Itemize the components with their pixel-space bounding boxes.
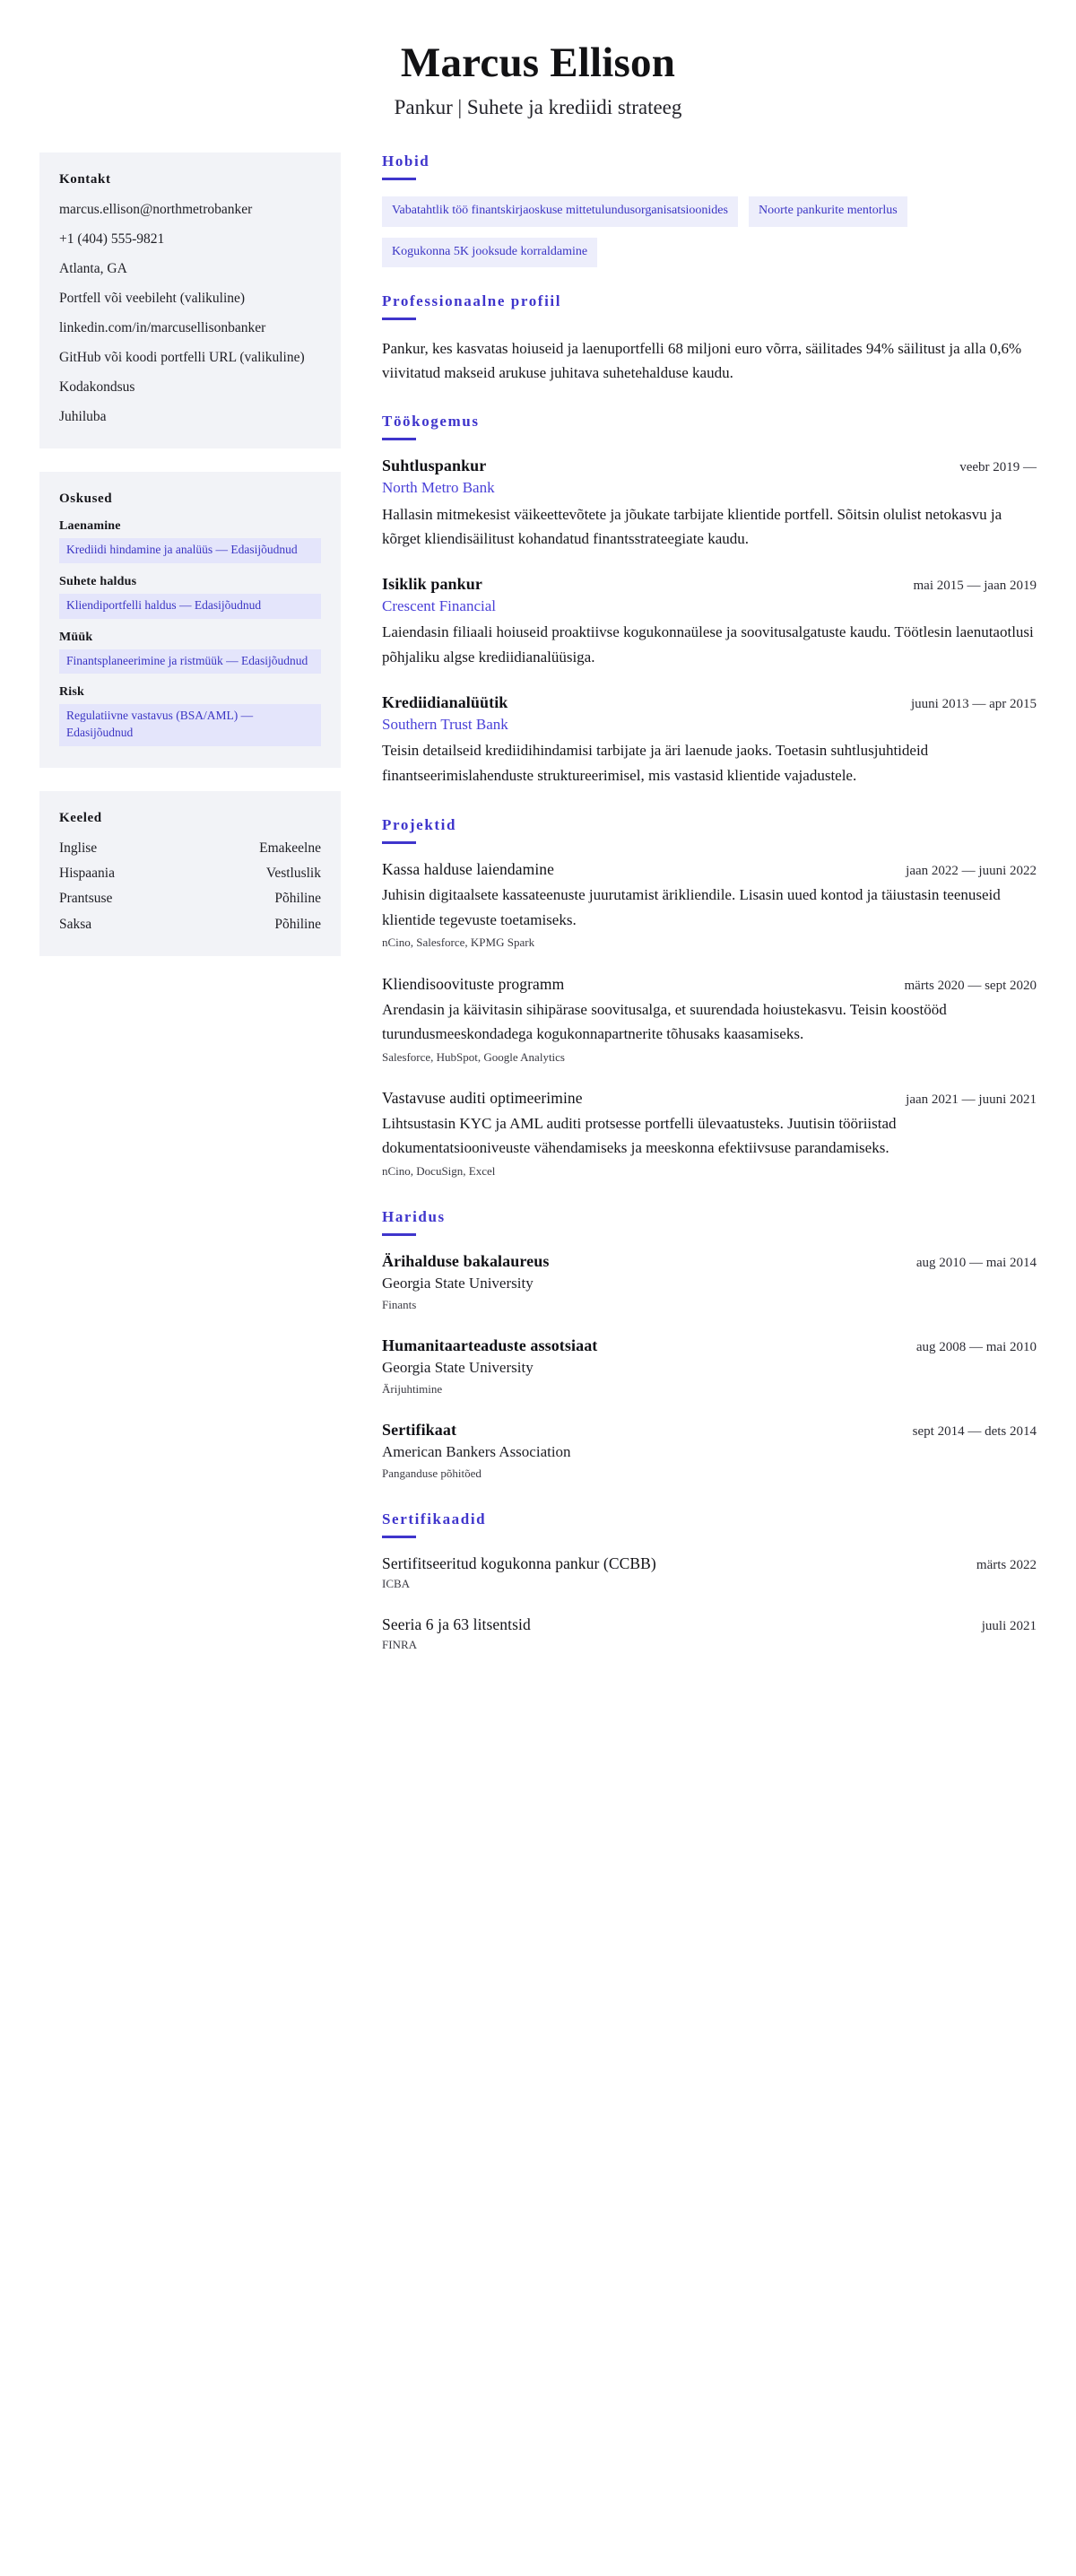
skill-group-label: Müük (59, 630, 93, 644)
project-entry (382, 975, 1037, 1066)
contact-card (39, 152, 341, 448)
education-degree: Sertifikaat (382, 1421, 457, 1440)
experience-job-title: Krediidianalüütik (382, 692, 508, 711)
resume-body (0, 152, 1076, 1662)
education-school: Georgia State University (382, 1275, 534, 1292)
education-school: Georgia State University (382, 1359, 534, 1377)
experience-entry-header (382, 457, 1037, 475)
section-profile (382, 292, 1037, 386)
experience-entry (382, 575, 1037, 670)
hobby-tag: Vabatahtlik töö finantskirjaoskuse mittetulundusorganisatsioonides (382, 196, 738, 226)
education-entry-header (382, 1336, 1037, 1355)
language-level: Põhiline (274, 891, 321, 907)
education-entry (382, 1336, 1037, 1397)
experience-entry (382, 457, 1037, 552)
skill-group (59, 685, 321, 745)
spacer (382, 796, 1037, 816)
section-hobbies (382, 152, 1037, 266)
section-rule (382, 178, 416, 180)
language-level: Põhiline (274, 916, 321, 932)
skill-chip: Krediidi hindamine ja analüüs — Edasijõudnud (59, 538, 321, 563)
language-name: Hispaania (59, 865, 115, 881)
experience-company: Crescent Financial (382, 596, 496, 614)
experience-date-range: juuni 2013 — apr 2015 (911, 696, 1037, 711)
experience-entry-header (382, 693, 1037, 712)
project-date-range: jaan 2021 — juuni 2021 (906, 1092, 1037, 1107)
section-heading-profile: Professionaalne profiil (382, 292, 562, 309)
section-projects (382, 816, 1037, 1179)
candidate-headline: Pankur | Suhete ja krediidi strateeg (394, 95, 682, 118)
experience-job-title: Isiklik pankur (382, 574, 482, 593)
project-date-range: jaan 2022 — juuni 2022 (906, 864, 1037, 879)
project-entry-header (382, 1089, 1037, 1108)
project-description: Juhisin digitaalsete kassateenuste juurutamist ärikliendile. Lisasin uued kontod ja täiustasin teenuseid klientide tegevuste toetamiseks. (382, 886, 1001, 928)
education-field: Ärijuhtimine (382, 1381, 443, 1396)
experience-entry (382, 693, 1037, 788)
education-field: Panganduse põhitõed (382, 1466, 482, 1480)
spacer (382, 1188, 1037, 1208)
skills-card (39, 472, 341, 767)
certification-date: märts 2022 (976, 1558, 1037, 1573)
skill-chip: Finantsplaneerimine ja ristmüük — Edasijõudnud (59, 649, 321, 674)
certification-date: juuli 2021 (981, 1619, 1037, 1634)
spacer (382, 1491, 1037, 1510)
experience-company: Southern Trust Bank (382, 715, 508, 733)
skill-group (59, 519, 321, 563)
skill-group (59, 575, 321, 619)
skills-title: Oskused (59, 492, 113, 507)
certification-entry-header (382, 1615, 1037, 1634)
contact-portfolio[interactable]: Portfell või veebileht (valikuline) (59, 291, 246, 307)
section-rule (382, 841, 416, 844)
education-entry (382, 1421, 1037, 1482)
hobby-tag-list (382, 196, 1037, 266)
language-row (59, 839, 321, 858)
project-tools: nCino, Salesforce, KPMG Spark (382, 936, 535, 950)
skill-group (59, 631, 321, 674)
contact-location: Atlanta, GA (59, 261, 127, 277)
project-entry-header (382, 860, 1037, 879)
candidate-name: Marcus Ellison (400, 39, 676, 86)
project-title: Vastavuse auditi optimeerimine (382, 1088, 583, 1107)
skill-chip: Regulatiivne vastavus (BSA/AML) — Edasijõudnud (59, 704, 321, 745)
language-name: Prantsuse (59, 891, 113, 907)
contact-citizenship: Kodakondsus (59, 379, 135, 396)
certification-title: Seeria 6 ja 63 litsentsid (382, 1615, 531, 1634)
education-degree: Ärihalduse bakalaureus (382, 1252, 550, 1271)
education-school: American Bankers Association (382, 1443, 571, 1461)
language-name: Saksa (59, 916, 92, 932)
education-date-range: aug 2010 — mai 2014 (915, 1256, 1037, 1271)
languages-card (39, 791, 341, 957)
experience-job-title: Suhtluspankur (382, 456, 487, 474)
skill-group-label: Risk (59, 685, 85, 700)
language-level: Vestluslik (265, 865, 321, 881)
experience-company: North Metro Bank (382, 478, 495, 496)
main-column (341, 152, 1037, 1662)
experience-description: Hallasin mitmekesist väikeettevõtete ja jõukate tarbijate klientide portfell. Sõitsin olulist netokasvu ja kõrget kliendisäilitust kohandatud finantsstrateegiate kaudu. (382, 505, 1002, 548)
project-description: Lihtsustasin KYC ja AML auditi protsesse portfelli ülevaatusteks. Juutisin tööriistad dokumentatsiooniveuste vähendamiseks ja meeskonna efektiivsuse parandamiseks. (382, 1114, 897, 1157)
section-experience (382, 413, 1037, 788)
section-rule (382, 1536, 416, 1538)
certification-issuer: ICBA (382, 1577, 411, 1591)
education-entry-header (382, 1421, 1037, 1440)
section-rule (382, 1233, 416, 1236)
experience-date-range: mai 2015 — jaan 2019 (913, 578, 1037, 593)
project-tools: Salesforce, HubSpot, Google Analytics (382, 1049, 565, 1064)
section-certifications (382, 1510, 1037, 1653)
hobby-tag: Noorte pankurite mentorlus (749, 196, 907, 226)
section-heading-education: Haridus (382, 1208, 446, 1226)
project-date-range: märts 2020 — sept 2020 (904, 978, 1037, 993)
language-name: Inglise (59, 840, 98, 856)
experience-date-range: veebr 2019 — (959, 459, 1037, 474)
project-entry (382, 1089, 1037, 1179)
profile-summary: Pankur, kes kasvatas hoiuseid ja laenuportfelli 68 miljoni euro võrra, säilitades 94% säilitust ja alla 0,6% viivitatud makseid arukuse juhitava suhetehalduse kaudu. (382, 339, 1022, 382)
project-title: Kliendisoovituste programm (382, 974, 565, 993)
contact-driver-license: Juhiluba (59, 409, 107, 425)
language-row (59, 889, 321, 909)
education-field: Finants (382, 1297, 417, 1311)
certification-title: Sertifitseeritud kogukonna pankur (CCBB) (382, 1554, 656, 1573)
contact-linkedin[interactable]: linkedin.com/in/marcusellisonbanker (59, 320, 266, 336)
section-heading-experience: Töökogemus (382, 412, 480, 430)
contact-phone[interactable]: +1 (404) 555-9821 (59, 231, 165, 248)
education-date-range: sept 2014 — dets 2014 (912, 1424, 1037, 1440)
project-title: Kassa halduse laiendamine (382, 860, 555, 879)
section-heading-certifications: Sertifikaadid (382, 1510, 487, 1528)
section-heading-hobbies: Hobid (382, 152, 430, 170)
language-level: Emakeelne (259, 840, 321, 856)
education-entry-header (382, 1252, 1037, 1271)
project-tools: nCino, DocuSign, Excel (382, 1163, 496, 1178)
project-entry (382, 860, 1037, 951)
skill-group-label: Suhete haldus (59, 575, 137, 588)
section-heading-projects: Projektid (382, 816, 457, 834)
experience-description: Laiendasin filiaali hoiuseid proaktiivse kogukonnaülese ja soovitusalgatuste kaudu. Töötlesin laenutaotlusi põhjaliku algse krediidianalüüsiga. (382, 623, 1034, 666)
experience-entry-header (382, 575, 1037, 594)
project-entry-header (382, 975, 1037, 994)
project-description: Arendasin ja käivitasin sihipärase soovitusalga, et suurendada hoiustekasvu. Teisin koostööd turundusmeeskondadega kogukonnapartnerite tõhusaks kaasamiseks. (382, 1000, 947, 1043)
language-row (59, 915, 321, 935)
certification-issuer: FINRA (382, 1638, 418, 1652)
skill-chip: Kliendiportfelli haldus — Edasijõudnud (59, 594, 321, 619)
contact-title: Kontakt (59, 172, 111, 187)
hobby-tag: Kogukonna 5K jooksude korraldamine (382, 238, 597, 267)
education-date-range: aug 2008 — mai 2010 (915, 1340, 1037, 1355)
section-education (382, 1208, 1037, 1482)
certification-entry (382, 1615, 1037, 1653)
certification-entry (382, 1554, 1037, 1592)
contact-email[interactable]: marcus.ellison@northmetrobanker (59, 202, 253, 218)
languages-title: Keeled (59, 810, 102, 825)
section-rule (382, 438, 416, 440)
contact-github[interactable]: GitHub või koodi portfelli URL (valikuline) (59, 350, 305, 366)
experience-description: Teisin detailseid krediidihindamisi tarbijate ja äri laenude jaoks. Toetasin suhtlusjuhtideid finantseerimislahenduste struktureerimisel, mis vastasid klientide vajadustele. (382, 742, 929, 784)
education-entry (382, 1252, 1037, 1313)
sidebar (39, 152, 341, 979)
language-row (59, 864, 321, 883)
section-rule (382, 318, 416, 320)
education-degree: Humanitaarteaduste assotsiaat (382, 1336, 598, 1355)
skill-group-label: Laenamine (59, 519, 121, 534)
certification-entry-header (382, 1554, 1037, 1573)
resume-header (0, 0, 1076, 120)
